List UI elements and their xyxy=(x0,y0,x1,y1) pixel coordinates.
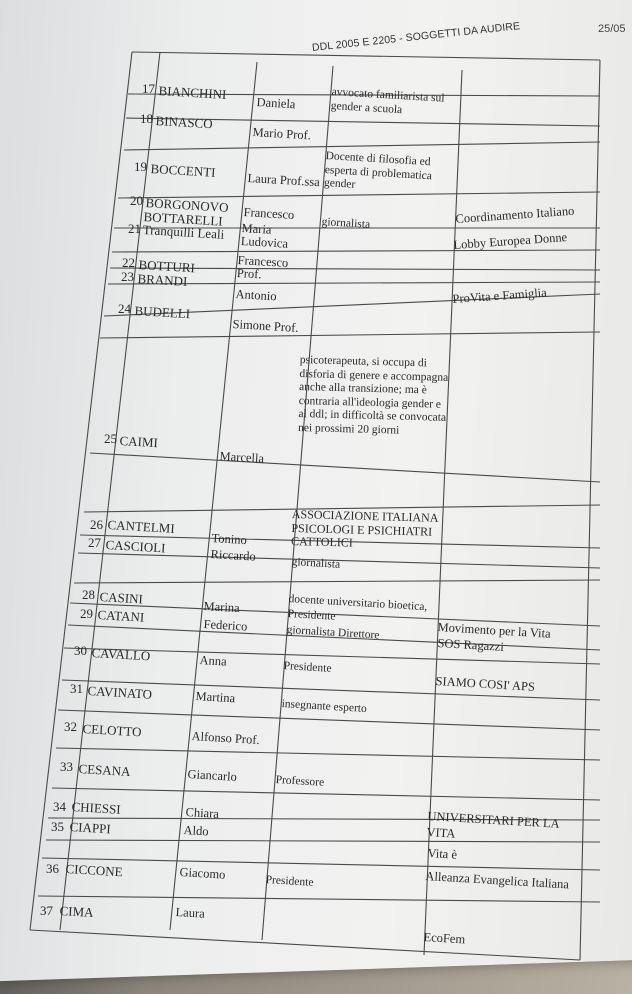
name-cell: Riccardo xyxy=(210,547,257,564)
row-number: 34 xyxy=(53,799,66,814)
row-number: 21 xyxy=(128,221,141,236)
surname-cell: CIMA xyxy=(59,903,94,920)
surname-cell: CAIMI xyxy=(119,433,159,451)
org-cell: Lobby Europea Donne xyxy=(453,230,568,252)
row-number: 26 xyxy=(90,517,103,532)
surname-cell: BINASCO xyxy=(155,113,214,132)
surname-cell: BRANDI xyxy=(137,271,188,289)
row-number: 36 xyxy=(46,861,59,876)
row-number: 37 xyxy=(40,903,53,918)
note-cell: insegnante esperto xyxy=(281,698,368,716)
note-cell: Presidente xyxy=(283,660,332,675)
name-cell: Aldo xyxy=(183,823,210,839)
row-number: 17 xyxy=(142,81,155,96)
org-cell: Vita è xyxy=(427,846,458,862)
name-cell: Chiara xyxy=(185,805,220,821)
name-cell: Maria Ludovica xyxy=(240,221,289,251)
row-number: 22 xyxy=(122,255,135,270)
org-cell: UNIVERSITARI PER LA VITA xyxy=(426,808,560,841)
note-cell: ASSOCIAZIONE ITALIANA PSICOLOGI E PSICHIATRI CATTOLICI xyxy=(290,507,439,550)
surname-cell: CIAPPI xyxy=(69,819,112,837)
name-cell: Francesco Prof. xyxy=(236,253,289,282)
name-cell: Federico xyxy=(203,617,248,634)
row-number: 31 xyxy=(70,681,83,696)
note-cell: Professore xyxy=(275,774,325,789)
row-number: 23 xyxy=(121,269,134,284)
name-cell: Tonino xyxy=(211,531,248,548)
note-cell: Docente di filosofia ed esperta di problematica gender xyxy=(323,150,433,191)
note-cell: psicoterapeuta, si occupa di disforia di genere e accompagna anche alla transizione; ma è contraria all'ideologia gender e al ddl; in difficoltà se convocata nei prossimi 20 giorni xyxy=(297,354,449,437)
note-cell: giornalista Direttore xyxy=(286,624,380,642)
surname-cell: CAVALLO xyxy=(91,645,151,664)
org-cell: Coordinamento Italiano xyxy=(455,203,575,226)
name-cell: Antonio xyxy=(235,287,277,304)
surname-cell: CAVINATO xyxy=(87,683,153,702)
surname-cell: CELOTTO xyxy=(82,721,142,740)
name-cell: Laura xyxy=(175,905,206,921)
org-cell: EcoFem xyxy=(423,930,466,947)
note-cell: giornalista xyxy=(291,556,341,571)
row-number: 20 xyxy=(130,193,143,208)
name-cell: Marina xyxy=(203,599,241,616)
name-cell: Giacomo xyxy=(179,865,226,882)
row-number: 28 xyxy=(82,587,95,602)
note-cell: Presidente xyxy=(265,874,314,889)
surname-cell: CATANI xyxy=(97,607,145,625)
surname-cell: CESANA xyxy=(78,761,131,780)
row-number: 27 xyxy=(88,535,101,550)
name-cell: Daniela xyxy=(256,95,296,112)
row-number: 25 xyxy=(104,431,117,446)
date-stamp: 25/05 xyxy=(598,23,626,35)
surname-cell: CASCIOLI xyxy=(105,537,166,556)
name-cell: Anna xyxy=(199,653,228,669)
row-number: 32 xyxy=(64,719,77,734)
document-title: DDL 2005 E 2205 - SOGGETTI DA AUDIRE xyxy=(311,20,521,54)
surname-cell: CANTELMI xyxy=(107,517,176,536)
surname-cell: BOTTURI xyxy=(138,257,196,276)
name-cell: Giancarlo xyxy=(187,767,238,784)
name-cell: Simone Prof. xyxy=(232,317,299,335)
row-number: 19 xyxy=(134,159,147,174)
name-cell: Marcella xyxy=(219,449,265,466)
row-number: 24 xyxy=(118,301,131,316)
note-cell: giornalista xyxy=(321,216,371,231)
org-cell: Alleanza Evangelica Italiana xyxy=(425,868,570,892)
name-cell: Mario Prof. xyxy=(252,125,312,143)
row-number: 18 xyxy=(140,111,153,126)
note-cell: docente universitario bioetica, Presidente xyxy=(287,592,428,623)
surname-cell: CHIESSI xyxy=(71,799,122,817)
surname-cell: BOCCENTI xyxy=(150,161,216,180)
row-number: 35 xyxy=(51,819,64,834)
row-number: 30 xyxy=(74,643,87,658)
surname-cell: BUDELLI xyxy=(134,303,191,322)
org-cell: SOS Ragazzi xyxy=(437,636,505,654)
org-cell: SIAMO COSI' APS xyxy=(435,674,536,694)
surname-cell: CICCONE xyxy=(65,861,124,880)
org-cell: Movimento per la Vita xyxy=(437,620,552,641)
surname-cell: BORGONOVO xyxy=(145,195,229,215)
row-number: 29 xyxy=(80,606,93,621)
surname-cell: BOTTARELLI Tranquilli Leali xyxy=(142,209,225,242)
surname-cell: CASINI xyxy=(99,589,144,607)
name-cell: Alfonso Prof. xyxy=(191,729,261,748)
name-cell: Laura Prof.ssa xyxy=(247,171,321,190)
note-cell: avvocato familiarista sul gender a scuola xyxy=(330,86,445,116)
name-cell: Martina xyxy=(195,689,236,706)
surname-cell: BIANCHINI xyxy=(158,83,227,103)
row-number: 33 xyxy=(60,759,73,774)
org-cell: ProVita e Famiglia xyxy=(452,285,548,306)
name-cell: Francesco xyxy=(243,205,295,222)
